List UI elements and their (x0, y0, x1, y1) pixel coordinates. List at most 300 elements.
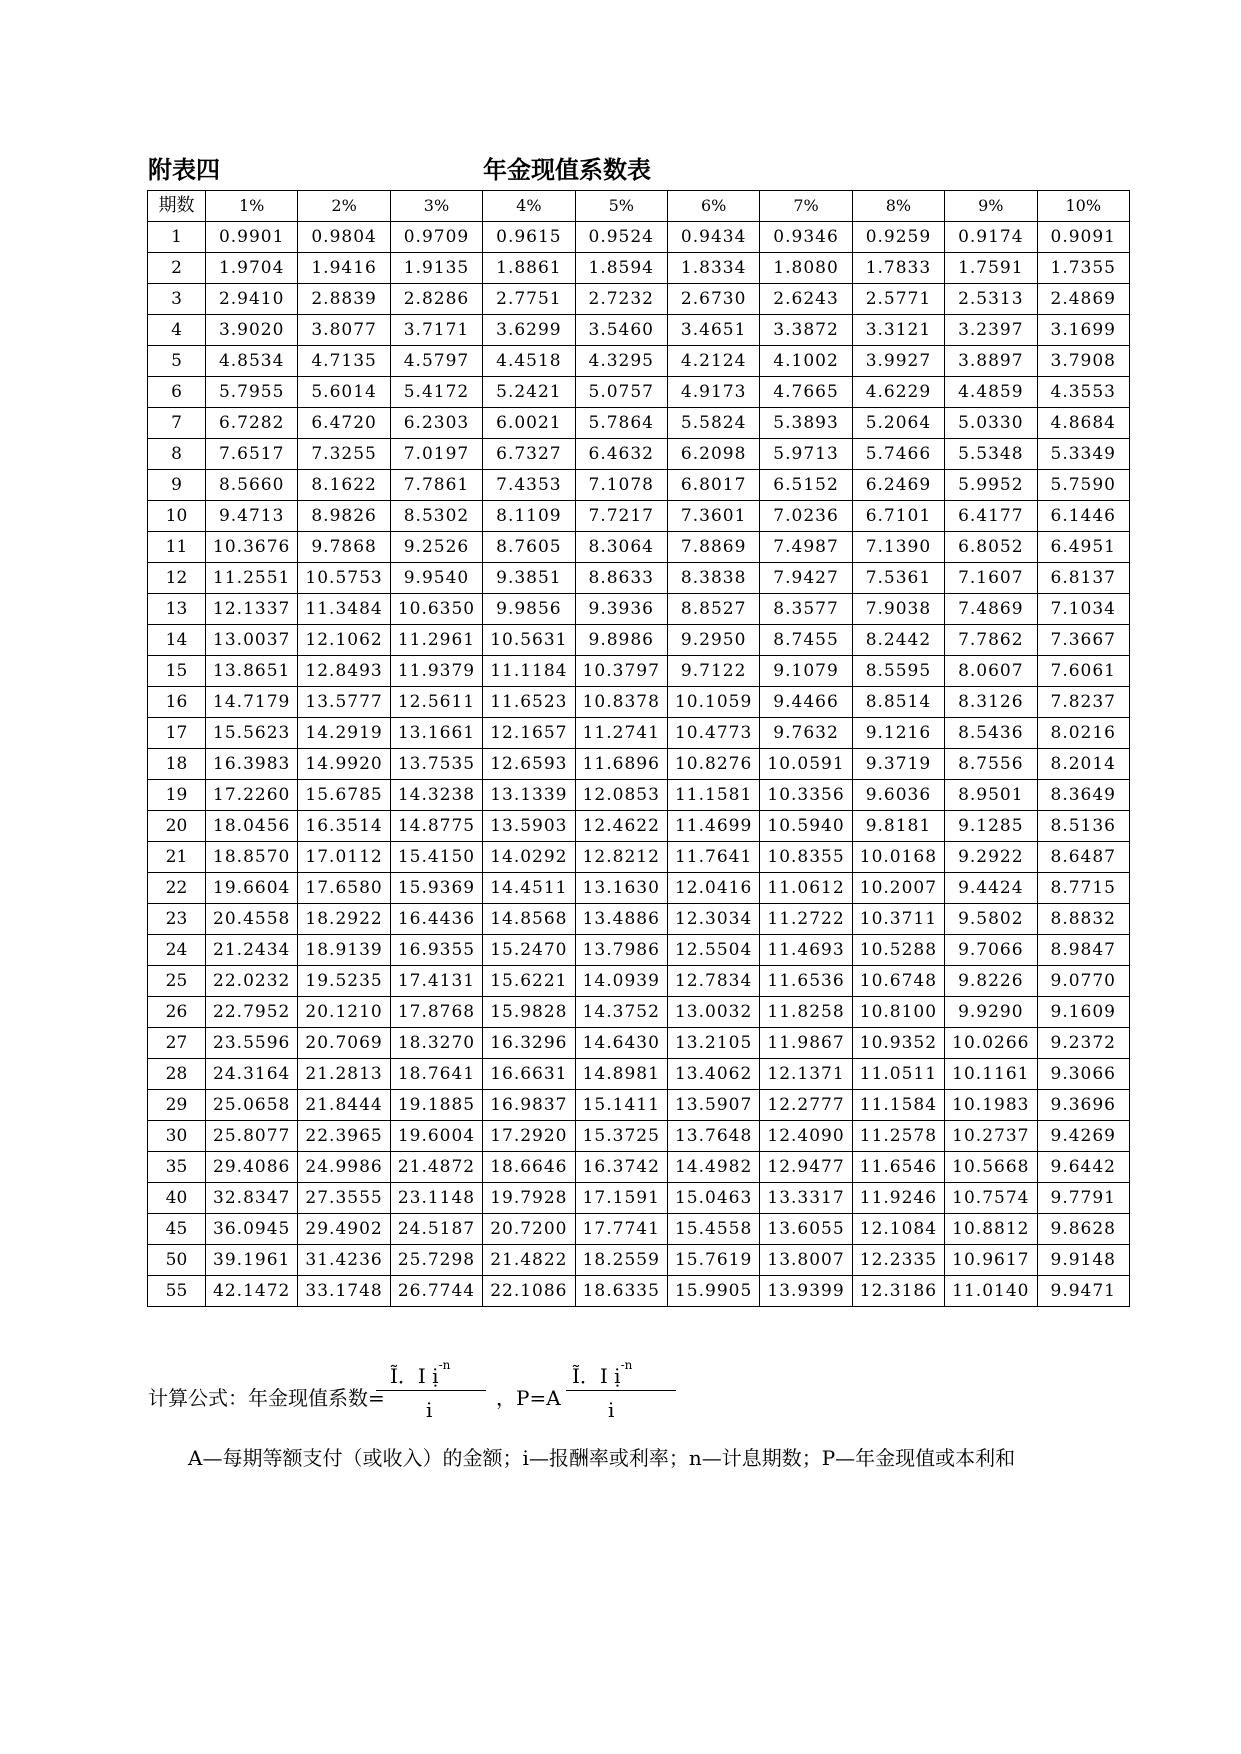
coefficient-cell: 13.1661 (390, 718, 482, 749)
table-row (148, 935, 1130, 966)
coefficient-cell: 9.3696 (1037, 1090, 1129, 1121)
coefficient-cell: 8.0216 (1037, 718, 1129, 749)
coefficient-cell: 8.5302 (390, 501, 482, 532)
period-cell: 23 (148, 904, 206, 935)
coefficient-cell: 24.5187 (390, 1214, 482, 1245)
coefficient-cell: 3.6299 (483, 315, 575, 346)
coefficient-cell: 9.6036 (852, 780, 944, 811)
table-row (148, 1152, 1130, 1183)
coefficient-cell: 9.4713 (206, 501, 298, 532)
appendix-label: 附表四 (148, 156, 220, 184)
coefficient-cell: 0.9709 (390, 222, 482, 253)
table-row (148, 904, 1130, 935)
coefficient-cell: 10.5940 (760, 811, 852, 842)
coefficient-cell: 10.0266 (945, 1028, 1037, 1059)
period-cell: 22 (148, 873, 206, 904)
coefficient-cell: 5.2421 (483, 377, 575, 408)
coefficient-cell: 19.6004 (390, 1121, 482, 1152)
coefficient-cell: 2.9410 (206, 284, 298, 315)
coefficient-cell: 5.7864 (575, 408, 667, 439)
coefficient-cell: 15.3725 (575, 1121, 667, 1152)
coefficient-cell: 10.6350 (390, 594, 482, 625)
coefficient-cell: 8.8514 (852, 687, 944, 718)
coefficient-cell: 12.3186 (852, 1276, 944, 1307)
coefficient-cell: 26.7744 (390, 1276, 482, 1307)
coefficient-cell: 9.2526 (390, 532, 482, 563)
coefficient-cell: 7.8237 (1037, 687, 1129, 718)
coefficient-cell: 2.7751 (483, 284, 575, 315)
coefficient-cell: 16.9837 (483, 1090, 575, 1121)
coefficient-cell: 10.7574 (945, 1183, 1037, 1214)
coefficient-cell: 9.1216 (852, 718, 944, 749)
coefficient-cell: 11.9246 (852, 1183, 944, 1214)
period-cell: 11 (148, 532, 206, 563)
coefficient-cell: 8.5136 (1037, 811, 1129, 842)
coefficient-cell: 10.8276 (667, 749, 759, 780)
table-row (148, 594, 1130, 625)
period-cell: 50 (148, 1245, 206, 1276)
fraction-bar (376, 1390, 486, 1391)
coefficient-cell: 13.0032 (667, 997, 759, 1028)
coefficient-cell: 1.9704 (206, 253, 298, 284)
coefficient-cell: 27.3555 (298, 1183, 390, 1214)
exponent-text: -n (620, 1358, 633, 1373)
coefficient-cell: 6.0021 (483, 408, 575, 439)
coefficient-cell: 10.5288 (852, 935, 944, 966)
coefficient-cell: 10.5631 (483, 625, 575, 656)
period-cell: 10 (148, 501, 206, 532)
period-cell: 27 (148, 1028, 206, 1059)
coefficient-cell: 18.2559 (575, 1245, 667, 1276)
coefficient-cell: 15.7619 (667, 1245, 759, 1276)
coefficient-cell: 18.6646 (483, 1152, 575, 1183)
coefficient-cell: 5.3893 (760, 408, 852, 439)
coefficient-cell: 6.2303 (390, 408, 482, 439)
table-row (148, 842, 1130, 873)
coefficient-cell: 7.0197 (390, 439, 482, 470)
coefficient-cell: 13.5777 (298, 687, 390, 718)
coefficient-cell: 18.6335 (575, 1276, 667, 1307)
coefficient-cell: 7.4987 (760, 532, 852, 563)
coefficient-cell: 11.2722 (760, 904, 852, 935)
table-row (148, 1090, 1130, 1121)
coefficient-cell: 25.0658 (206, 1090, 298, 1121)
period-cell: 24 (148, 935, 206, 966)
coefficient-cell: 6.7101 (852, 501, 944, 532)
coefficient-cell: 13.7986 (575, 935, 667, 966)
coefficient-cell: 16.3514 (298, 811, 390, 842)
table-row (148, 222, 1130, 253)
coefficient-cell: 22.7952 (206, 997, 298, 1028)
coefficient-cell: 12.1657 (483, 718, 575, 749)
coefficient-cell: 12.0416 (667, 873, 759, 904)
coefficient-cell: 11.7641 (667, 842, 759, 873)
coefficient-cell: 25.7298 (390, 1245, 482, 1276)
coefficient-cell: 39.1961 (206, 1245, 298, 1276)
period-cell: 6 (148, 377, 206, 408)
period-cell: 18 (148, 749, 206, 780)
coefficient-cell: 20.4558 (206, 904, 298, 935)
period-cell: 30 (148, 1121, 206, 1152)
coefficient-cell: 8.3064 (575, 532, 667, 563)
coefficient-cell: 16.6631 (483, 1059, 575, 1090)
coefficient-cell: 10.4773 (667, 718, 759, 749)
coefficient-cell: 15.5623 (206, 718, 298, 749)
coefficient-cell: 20.7200 (483, 1214, 575, 1245)
coefficient-cell: 1.8334 (667, 253, 759, 284)
coefficient-cell: 7.1607 (945, 563, 1037, 594)
coefficient-cell: 8.7715 (1037, 873, 1129, 904)
coefficient-cell: 9.8181 (852, 811, 944, 842)
coefficient-cell: 7.9038 (852, 594, 944, 625)
coefficient-cell: 4.3553 (1037, 377, 1129, 408)
table-row (148, 408, 1130, 439)
coefficient-cell: 3.4651 (667, 315, 759, 346)
coefficient-cell: 7.6061 (1037, 656, 1129, 687)
coefficient-cell: 9.8628 (1037, 1214, 1129, 1245)
coefficient-cell: 18.2922 (298, 904, 390, 935)
coefficient-cell: 10.8378 (575, 687, 667, 718)
coefficient-cell: 16.4436 (390, 904, 482, 935)
coefficient-cell: 9.4424 (945, 873, 1037, 904)
coefficient-cell: 7.1078 (575, 470, 667, 501)
table-row (148, 470, 1130, 501)
coefficient-cell: 3.7908 (1037, 346, 1129, 377)
coefficient-cell: 14.3752 (575, 997, 667, 1028)
coefficient-cell: 11.6896 (575, 749, 667, 780)
coefficient-cell: 9.2372 (1037, 1028, 1129, 1059)
period-cell: 45 (148, 1214, 206, 1245)
table-row (148, 253, 1130, 284)
coefficient-cell: 14.6430 (575, 1028, 667, 1059)
coefficient-cell: 17.6580 (298, 873, 390, 904)
coefficient-cell: 8.7605 (483, 532, 575, 563)
coefficient-cell: 13.1630 (575, 873, 667, 904)
coefficient-cell: 12.3034 (667, 904, 759, 935)
coefficient-cell: 21.2434 (206, 935, 298, 966)
formula-separator: ，P=A (496, 1386, 561, 1410)
coefficient-cell: 12.2777 (760, 1090, 852, 1121)
coefficient-cell: 7.3255 (298, 439, 390, 470)
coefficient-cell: 5.5824 (667, 408, 759, 439)
coefficient-cell: 7.1390 (852, 532, 944, 563)
coefficient-cell: 4.1002 (760, 346, 852, 377)
table-row (148, 346, 1130, 377)
period-cell: 21 (148, 842, 206, 873)
coefficient-cell: 3.3121 (852, 315, 944, 346)
coefficient-cell: 21.4822 (483, 1245, 575, 1276)
coefficient-cell: 23.5596 (206, 1028, 298, 1059)
coefficient-cell: 0.9524 (575, 222, 667, 253)
coefficient-cell: 33.1748 (298, 1276, 390, 1307)
coefficient-cell: 6.4177 (945, 501, 1037, 532)
coefficient-cell: 4.4518 (483, 346, 575, 377)
coefficient-cell: 9.8226 (945, 966, 1037, 997)
coefficient-cell: 6.5152 (760, 470, 852, 501)
column-header-rate: 6% (667, 191, 759, 222)
coefficient-cell: 1.7591 (945, 253, 1037, 284)
coefficient-cell: 3.8077 (298, 315, 390, 346)
coefficient-cell: 0.9091 (1037, 222, 1129, 253)
coefficient-cell: 15.4150 (390, 842, 482, 873)
coefficient-cell: 7.5361 (852, 563, 944, 594)
coefficient-cell: 5.4172 (390, 377, 482, 408)
coefficient-cell: 14.7179 (206, 687, 298, 718)
coefficient-cell: 14.0939 (575, 966, 667, 997)
coefficient-cell: 1.9416 (298, 253, 390, 284)
table-header-row (148, 191, 1130, 222)
period-cell: 2 (148, 253, 206, 284)
table-row (148, 1276, 1130, 1307)
coefficient-cell: 9.9148 (1037, 1245, 1129, 1276)
table-body (148, 222, 1130, 1307)
coefficient-cell: 4.7135 (298, 346, 390, 377)
coefficient-cell: 10.0591 (760, 749, 852, 780)
coefficient-cell: 9.7122 (667, 656, 759, 687)
period-cell: 14 (148, 625, 206, 656)
coefficient-cell: 4.3295 (575, 346, 667, 377)
coefficient-cell: 11.0511 (852, 1059, 944, 1090)
table-row (148, 315, 1130, 346)
coefficient-cell: 13.6055 (760, 1214, 852, 1245)
coefficient-cell: 5.7466 (852, 439, 944, 470)
coefficient-cell: 2.5313 (945, 284, 1037, 315)
variable-legend: A—每期等额支付（或收入）的金额；i—报酬率或利率；n—计息期数；P—年金现值或本利和 (188, 1446, 1016, 1470)
coefficient-cell: 18.9139 (298, 935, 390, 966)
coefficient-cell: 9.3936 (575, 594, 667, 625)
coefficient-cell: 11.0612 (760, 873, 852, 904)
coefficient-cell: 9.1079 (760, 656, 852, 687)
coefficient-cell: 9.0770 (1037, 966, 1129, 997)
coefficient-cell: 21.4872 (390, 1152, 482, 1183)
coefficient-cell: 42.1472 (206, 1276, 298, 1307)
coefficient-cell: 12.8212 (575, 842, 667, 873)
coefficient-cell: 15.9369 (390, 873, 482, 904)
coefficient-cell: 8.1622 (298, 470, 390, 501)
coefficient-cell: 14.8775 (390, 811, 482, 842)
coefficient-cell: 2.8286 (390, 284, 482, 315)
coefficient-cell: 3.1699 (1037, 315, 1129, 346)
coefficient-cell: 9.7868 (298, 532, 390, 563)
coefficient-cell: 3.3872 (760, 315, 852, 346)
coefficient-cell: 12.2335 (852, 1245, 944, 1276)
coefficient-cell: 13.7535 (390, 749, 482, 780)
coefficient-cell: 8.3126 (945, 687, 1037, 718)
fraction-numerator (390, 1360, 450, 1389)
period-cell: 3 (148, 284, 206, 315)
coefficient-cell: 4.2124 (667, 346, 759, 377)
coefficient-cell: 8.3649 (1037, 780, 1129, 811)
column-header-period: 期数 (148, 191, 206, 222)
coefficient-cell: 8.8527 (667, 594, 759, 625)
coefficient-cell: 9.4466 (760, 687, 852, 718)
coefficient-cell: 4.5797 (390, 346, 482, 377)
coefficient-cell: 13.8007 (760, 1245, 852, 1276)
coefficient-cell: 0.9346 (760, 222, 852, 253)
table-row (148, 1214, 1130, 1245)
coefficient-cell: 0.9174 (945, 222, 1037, 253)
coefficient-cell: 3.7171 (390, 315, 482, 346)
coefficient-cell: 11.3484 (298, 594, 390, 625)
coefficient-cell: 9.7066 (945, 935, 1037, 966)
coefficient-cell: 14.4511 (483, 873, 575, 904)
fraction-denominator: i (426, 1398, 433, 1422)
period-cell: 40 (148, 1183, 206, 1214)
period-cell: 8 (148, 439, 206, 470)
coefficient-cell: 14.9920 (298, 749, 390, 780)
coefficient-cell: 10.1983 (945, 1090, 1037, 1121)
coefficient-cell: 11.2961 (390, 625, 482, 656)
coefficient-cell: 7.0236 (760, 501, 852, 532)
coefficient-cell: 17.4131 (390, 966, 482, 997)
coefficient-cell: 6.2098 (667, 439, 759, 470)
coefficient-cell: 13.5907 (667, 1090, 759, 1121)
period-cell: 9 (148, 470, 206, 501)
coefficient-cell: 17.0112 (298, 842, 390, 873)
coefficient-cell: 2.6243 (760, 284, 852, 315)
coefficient-cell: 11.9867 (760, 1028, 852, 1059)
period-cell: 7 (148, 408, 206, 439)
table-row (148, 780, 1130, 811)
column-header-rate: 4% (483, 191, 575, 222)
coefficient-cell: 15.6785 (298, 780, 390, 811)
coefficient-cell: 9.5802 (945, 904, 1037, 935)
coefficient-cell: 8.5436 (945, 718, 1037, 749)
table-row (148, 749, 1130, 780)
coefficient-cell: 6.4632 (575, 439, 667, 470)
coefficient-cell: 10.5668 (945, 1152, 1037, 1183)
coefficient-cell: 3.9020 (206, 315, 298, 346)
coefficient-cell: 14.8981 (575, 1059, 667, 1090)
coefficient-cell: 6.4720 (298, 408, 390, 439)
table-row (148, 1121, 1130, 1152)
coefficient-cell: 9.9540 (390, 563, 482, 594)
coefficient-cell: 7.9427 (760, 563, 852, 594)
coefficient-cell: 7.1034 (1037, 594, 1129, 625)
numerator-text: Ĩ．Ⅰ ị (390, 1364, 439, 1388)
coefficient-cell: 8.9826 (298, 501, 390, 532)
period-cell: 55 (148, 1276, 206, 1307)
coefficient-cell: 16.9355 (390, 935, 482, 966)
table-row (148, 718, 1130, 749)
coefficient-cell: 5.9952 (945, 470, 1037, 501)
coefficient-cell: 12.7834 (667, 966, 759, 997)
coefficient-cell: 0.9804 (298, 222, 390, 253)
coefficient-cell: 36.0945 (206, 1214, 298, 1245)
coefficient-cell: 19.7928 (483, 1183, 575, 1214)
coefficient-cell: 11.1184 (483, 656, 575, 687)
period-cell: 13 (148, 594, 206, 625)
coefficient-cell: 19.1885 (390, 1090, 482, 1121)
coefficient-cell: 13.2105 (667, 1028, 759, 1059)
period-cell: 4 (148, 315, 206, 346)
coefficient-cell: 18.0456 (206, 811, 298, 842)
coefficient-cell: 8.2442 (852, 625, 944, 656)
coefficient-cell: 19.6604 (206, 873, 298, 904)
coefficient-cell: 12.1062 (298, 625, 390, 656)
coefficient-cell: 17.2260 (206, 780, 298, 811)
period-cell: 5 (148, 346, 206, 377)
coefficient-cell: 4.9173 (667, 377, 759, 408)
coefficient-cell: 7.7217 (575, 501, 667, 532)
coefficient-cell: 12.4090 (760, 1121, 852, 1152)
table-row (148, 1245, 1130, 1276)
coefficient-cell: 11.2741 (575, 718, 667, 749)
coefficient-cell: 4.8534 (206, 346, 298, 377)
coefficient-cell: 18.8570 (206, 842, 298, 873)
coefficient-cell: 11.9379 (390, 656, 482, 687)
numerator-text: Ĩ．Ⅰ ị (572, 1364, 621, 1388)
period-cell: 19 (148, 780, 206, 811)
coefficient-cell: 5.2064 (852, 408, 944, 439)
annuity-present-value-table (147, 190, 1130, 1307)
coefficient-cell: 13.4062 (667, 1059, 759, 1090)
coefficient-cell: 11.8258 (760, 997, 852, 1028)
column-header-rate: 3% (390, 191, 482, 222)
coefficient-cell: 29.4902 (298, 1214, 390, 1245)
table-row (148, 625, 1130, 656)
coefficient-cell: 15.0463 (667, 1183, 759, 1214)
coefficient-cell: 17.2920 (483, 1121, 575, 1152)
period-cell: 26 (148, 997, 206, 1028)
coefficient-cell: 17.8768 (390, 997, 482, 1028)
coefficient-cell: 14.2919 (298, 718, 390, 749)
coefficient-cell: 10.2737 (945, 1121, 1037, 1152)
table-row (148, 1059, 1130, 1090)
coefficient-cell: 9.1609 (1037, 997, 1129, 1028)
coefficient-cell: 7.4353 (483, 470, 575, 501)
coefficient-cell: 3.8897 (945, 346, 1037, 377)
coefficient-cell: 9.6442 (1037, 1152, 1129, 1183)
formula-label: 计算公式：年金现值系数= (148, 1386, 385, 1410)
coefficient-cell: 10.8355 (760, 842, 852, 873)
coefficient-cell: 10.1161 (945, 1059, 1037, 1090)
coefficient-cell: 11.6536 (760, 966, 852, 997)
coefficient-cell: 10.2007 (852, 873, 944, 904)
coefficient-cell: 15.6221 (483, 966, 575, 997)
coefficient-cell: 5.0757 (575, 377, 667, 408)
column-header-rate: 7% (760, 191, 852, 222)
coefficient-cell: 10.8100 (852, 997, 944, 1028)
coefficient-cell: 14.3238 (390, 780, 482, 811)
period-cell: 25 (148, 966, 206, 997)
coefficient-cell: 17.7741 (575, 1214, 667, 1245)
period-cell: 15 (148, 656, 206, 687)
coefficient-cell: 6.8137 (1037, 563, 1129, 594)
coefficient-cell: 15.2470 (483, 935, 575, 966)
coefficient-cell: 10.9352 (852, 1028, 944, 1059)
table-title: 年金现值系数表 (483, 156, 651, 184)
column-header-rate: 5% (575, 191, 667, 222)
coefficient-cell: 6.2469 (852, 470, 944, 501)
coefficient-cell: 22.3965 (298, 1121, 390, 1152)
coefficient-cell: 10.3356 (760, 780, 852, 811)
coefficient-cell: 7.3667 (1037, 625, 1129, 656)
coefficient-cell: 1.7355 (1037, 253, 1129, 284)
coefficient-cell: 5.0330 (945, 408, 1037, 439)
fraction-denominator: i (608, 1398, 615, 1422)
coefficient-cell: 18.3270 (390, 1028, 482, 1059)
coefficient-cell: 10.6748 (852, 966, 944, 997)
coefficient-cell: 9.9856 (483, 594, 575, 625)
coefficient-cell: 20.1210 (298, 997, 390, 1028)
coefficient-cell: 4.8684 (1037, 408, 1129, 439)
coefficient-cell: 12.5611 (390, 687, 482, 718)
coefficient-cell: 12.1371 (760, 1059, 852, 1090)
coefficient-cell: 21.8444 (298, 1090, 390, 1121)
coefficient-cell: 5.5348 (945, 439, 1037, 470)
coefficient-cell: 9.4269 (1037, 1121, 1129, 1152)
